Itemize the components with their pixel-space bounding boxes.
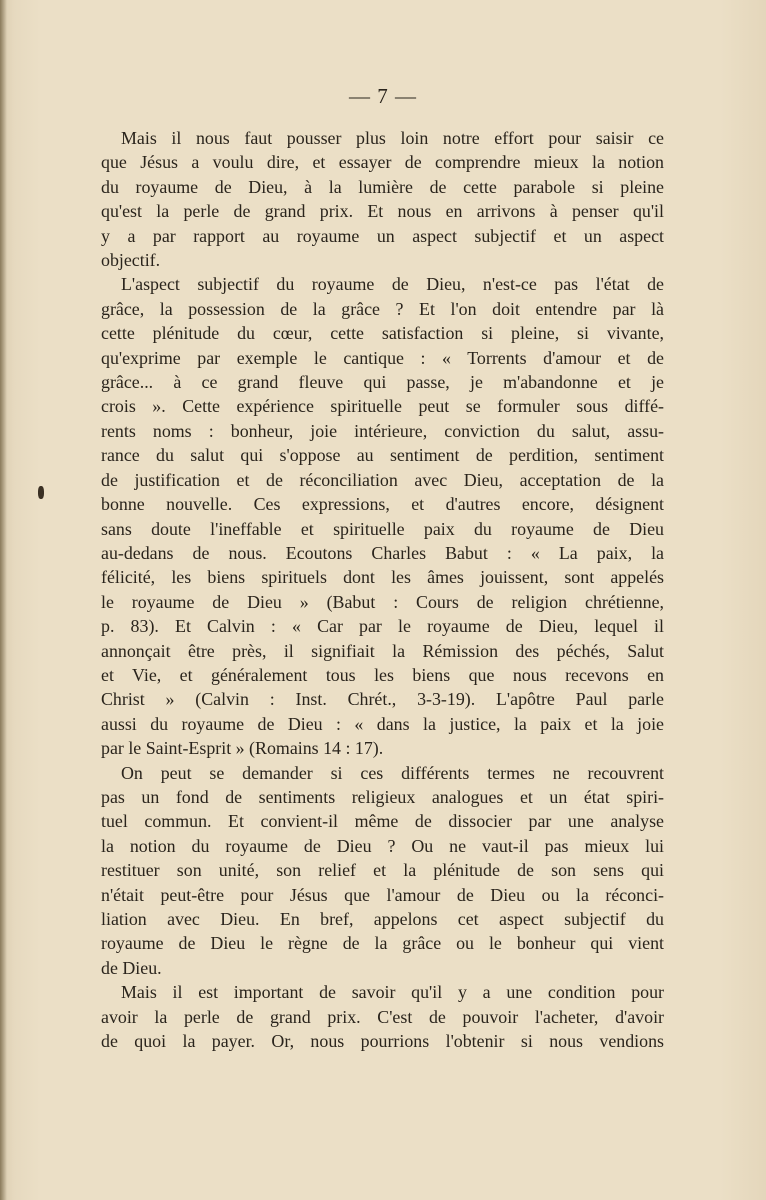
page-number: — 7 — [349,84,417,108]
text-line: crois ». Cette expérience spirituelle peut se formuler sous diffé- [101,396,664,417]
paragraph-3 [101,761,664,981]
text-line: tuel commun. Et convient-il même de dissocier par une analyse [101,811,664,832]
paragraph-2 [101,272,664,760]
text-line: restituer son unité, son relief et la plénitude de son sens qui [101,860,664,881]
text-line: qu'est la perle de grand prix. Et nous en arrivons à penser qu'il [101,201,664,222]
text-line: On peut se demander si ces différents termes ne recouvrent [121,762,664,783]
text-line: grâce... à ce grand fleuve qui passe, je m'abandonne et je [101,372,664,393]
margin-ink-mark [38,486,44,499]
text-line: L'aspect subjectif du royaume de Dieu, n'est-ce pas l'état de [121,274,664,295]
text-line: Christ » (Calvin : Inst. Chrét., 3-3-19). L'apôtre Paul parle [101,689,664,710]
text-line: rance du salut qui s'oppose au sentiment de perdition, sentiment [101,445,664,466]
text-line: rents noms : bonheur, joie intérieure, conviction du salut, assu- [101,420,664,441]
paragraph-4 [101,980,664,1053]
text-line: que Jésus a voulu dire, et essayer de comprendre mieux la notion [101,152,664,173]
text-line: royaume de Dieu le règne de la grâce ou le bonheur qui vient [101,933,664,954]
binding-shadow [0,0,7,1200]
paragraph-1 [101,126,664,272]
text-line: de quoi la payer. Or, nous pourrions l'obtenir si nous vendions [101,1031,664,1052]
text-line: objectif. [101,250,161,271]
text-line: au-dedans de nous. Ecoutons Charles Babut : « La paix, la [101,542,664,563]
text-line: n'était peut-être pour Jésus que l'amour de Dieu ou la réconci- [101,884,664,905]
text-line: qu'exprime par exemple le cantique : « Torrents d'amour et de [101,347,664,368]
text-line: la notion du royaume de Dieu ? Ou ne vaut-il pas mieux lui [101,835,664,856]
body-text [101,126,664,1053]
text-line: annonçait être près, il signifiait la Rémission des péchés, Salut [101,640,664,661]
text-line: du royaume de Dieu, à la lumière de cette parabole si pleine [101,176,664,197]
text-line: cette plénitude du cœur, cette satisfaction si pleine, si vivante, [101,323,664,344]
text-line: par le Saint-Esprit » (Romains 14 : 17). [101,738,384,759]
text-line: bonne nouvelle. Ces expressions, et d'autres encore, désignent [101,494,664,515]
text-line: Mais il nous faut pousser plus loin notre effort pour saisir ce [121,128,664,148]
text-line: avoir la perle de grand prix. C'est de pouvoir l'acheter, d'avoir [101,1006,664,1027]
text-line: grâce, la possession de la grâce ? Et l'on doit entendre par là [101,298,664,319]
text-line: de Dieu. [101,957,162,978]
text-line: et Vie, et généralement tous les biens que nous recevons en [101,664,664,685]
text-line: liation avec Dieu. En bref, appelons cet aspect subjectif du [101,909,664,929]
text-line: aussi du royaume de Dieu : « dans la justice, la paix et la joie [101,713,664,734]
text-line: félicité, les biens spirituels dont les âmes jouissent, sont appelés [101,567,664,588]
text-line: pas un fond de sentiments religieux analogues et un état spiri- [101,786,664,807]
text-line: le royaume de Dieu » (Babut : Cours de religion chrétienne, [101,591,664,612]
text-line: Mais il est important de savoir qu'il y a une condition pour [121,982,664,1003]
text-line: y a par rapport au royaume un aspect subjectif et un aspect [101,225,664,246]
text-line: de justification et de réconciliation avec Dieu, acceptation de la [101,469,664,490]
text-line: p. 83). Et Calvin : « Car par le royaume de Dieu, lequel il [101,616,664,637]
text-line: sans doute l'ineffable et spirituelle paix du royaume de Dieu [101,518,664,539]
